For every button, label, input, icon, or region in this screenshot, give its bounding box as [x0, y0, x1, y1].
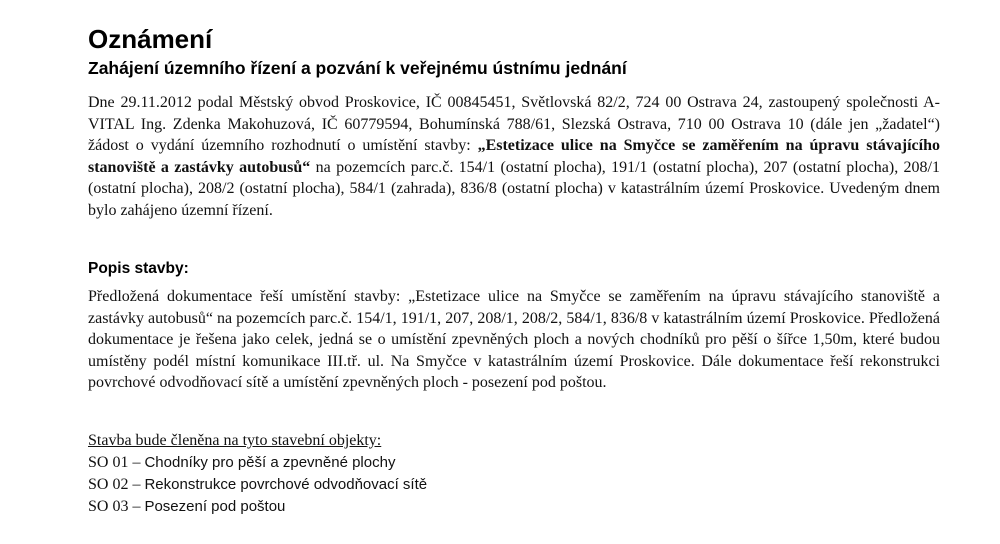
intro-text-part1: Dne 29.11.2012 podal Městský obvod Proskovice, IČ 00845451, Světlovská 82/2, 724 00 Ostrava 24, zastoupený společnosti A-VITAL Ing. Zdenka Makohuzová, IČ 60779594, Bohumínská 788/61, Slezská Ostrava, 710 00 Ostrava 10 (dále jen „žadatel“) žádost o vydání územního rozhodnutí o umístění stavby: [88, 94, 940, 154]
intro-text-part2: na pozemcích parc.č. 154/1 (ostatní plocha), 191/1 (ostatní plocha), 207 (ostatní plocha), 208/1 (ostatní plocha), 208/2 (ostatní plocha), 584/1 (zahrada), 836/8 (ostatní plocha) v katastrálním území Proskovice. Uvedeným dnem bylo zahájeno územní řízení. [88, 158, 940, 219]
description-heading: Popis stavby: [88, 260, 189, 277]
list-item [88, 474, 427, 496]
object-dash: – [132, 454, 141, 471]
object-name: Rekonstrukce povrchové odvodňovací sítě [144, 476, 428, 493]
document-subtitle: Zahájení územního řízení a pozvání k veřejnému ústnímu jednání [88, 58, 627, 78]
project-name: „Estetizace ulice na Smyčce se zaměřením na úpravu stávajícího stanoviště a zastávky autobusů“ [88, 137, 940, 176]
list-item [88, 496, 427, 518]
list-item [88, 452, 427, 474]
document-title: Oznámení [88, 24, 213, 54]
intro-paragraph [88, 92, 940, 221]
object-dash: – [132, 498, 141, 515]
objects-list [88, 452, 427, 518]
object-name: Posezení pod poštou [144, 498, 286, 515]
object-dash: – [132, 476, 141, 493]
object-code: SO 02 [88, 476, 129, 493]
object-code: SO 01 [88, 454, 129, 471]
objects-heading: Stavba bude členěna na tyto stavební objekty: [88, 432, 382, 449]
object-name: Chodníky pro pěší a zpevněné plochy [144, 454, 396, 471]
description-paragraph: Předložená dokumentace řeší umístění stavby: „Estetizace ulice na Smyčce se zaměřením na úpravu stávajícího stanoviště a zastávky autobusů“ na pozemcích parc.č. 154/1, 191/1, 207, 208/1, 208/2, 584/1, 836/8 v katastrálním území Proskovice. Předložená dokumentace je řešena jako celek, jedná se o umístění zpevněných ploch a nových chodníků pro pěší o šířce 1,50m, které budou umístěny podél místní komunikace III.tř. ul. Na Smyčce v katastrálním území Proskovice. Dále dokumentace řeší rekonstrukci povrchové odvodňovací sítě a umístění zpevněných ploch - posezení pod poštou. [88, 288, 940, 391]
object-code: SO 03 [88, 498, 129, 515]
